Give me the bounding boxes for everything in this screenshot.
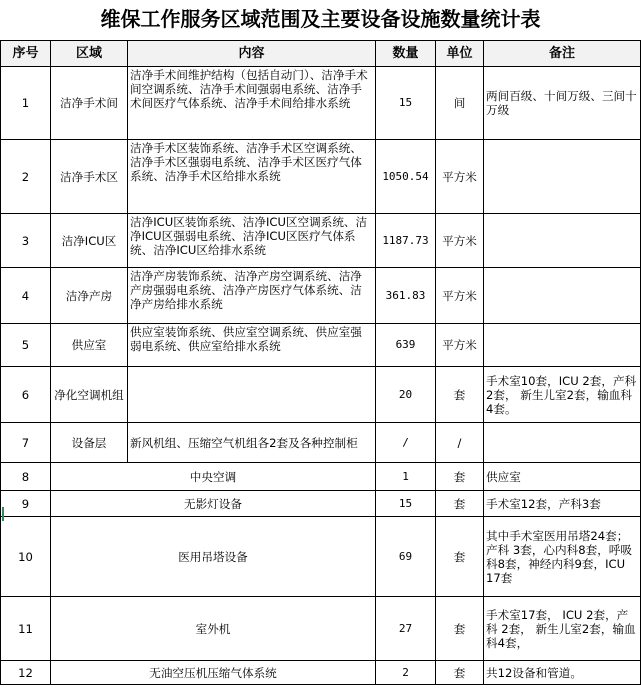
row-qty: 15: [376, 491, 436, 517]
header-unit: 单位: [436, 41, 484, 67]
row-unit: 平方米: [436, 214, 484, 268]
row-seq: 11: [1, 597, 51, 661]
header-content: 内容: [128, 41, 376, 67]
header-area: 区域: [51, 41, 128, 67]
table-row: [1, 214, 641, 268]
row-unit: 套: [436, 491, 484, 517]
row-marker: [2, 507, 4, 521]
row-note: 手术室17套， ICU 2套，产科 2套， 新生儿室2套，输血科4套，: [484, 597, 641, 661]
row-seq: 2: [1, 140, 51, 214]
table-row: [1, 67, 641, 140]
row-qty: 15: [376, 67, 436, 140]
row-area: 净化空调机组: [51, 367, 128, 423]
row-item: 室外机: [51, 597, 376, 661]
header-qty: 数量: [376, 41, 436, 67]
row-note: [484, 423, 641, 463]
row-area: 洁净产房: [51, 268, 128, 324]
row-qty: 27: [376, 597, 436, 661]
table-row: [1, 661, 641, 685]
row-unit: 套: [436, 597, 484, 661]
table-row: [1, 491, 641, 517]
row-area: 洁净手术区: [51, 140, 128, 214]
row-item: 医用吊塔设备: [51, 517, 376, 597]
row-area: 洁净手术间: [51, 67, 128, 140]
row-seq: 10: [1, 517, 51, 597]
row-item: 无油空压机压缩气体系统: [51, 661, 376, 685]
row-unit: 套: [436, 661, 484, 685]
header-seq: 序号: [1, 41, 51, 67]
header-row: [1, 41, 641, 67]
row-area: 供应室: [51, 324, 128, 367]
row-content: 洁净手术间维护结构（包括自动门）、洁净手术间空调系统、洁净手术间强弱电系统、洁净手术间医疗气体系统、洁净手术间给排水系统: [128, 67, 376, 140]
row-area: 洁净ICU区: [51, 214, 128, 268]
row-qty: 2: [376, 661, 436, 685]
row-area: 设备层: [51, 423, 128, 463]
row-note: 两间百级、十间万级、三间十万级: [484, 67, 641, 140]
row-qty: 361.83: [376, 268, 436, 324]
row-note: [484, 324, 641, 367]
row-unit: /: [436, 423, 484, 463]
row-qty: 1050.54: [376, 140, 436, 214]
row-seq: 4: [1, 268, 51, 324]
row-content: 供应室装饰系统、供应室空调系统、供应室强弱电系统、供应室给排水系统: [128, 324, 376, 367]
row-note: 手术室12套，产科3套: [484, 491, 641, 517]
row-unit: 间: [436, 67, 484, 140]
table-row: [1, 597, 641, 661]
row-seq: 9: [1, 491, 51, 517]
row-content: 洁净ICU区装饰系统、洁净ICU区空调系统、洁净ICU区强弱电系统、洁净ICU区医疗气体系统、洁净ICU区给排水系统: [128, 214, 376, 268]
row-seq: 1: [1, 67, 51, 140]
table-row: [1, 367, 641, 423]
table-row: [1, 517, 641, 597]
row-note: [484, 214, 641, 268]
table-row: [1, 423, 641, 463]
table-row: [1, 463, 641, 491]
page-title: 维保工作服务区域范围及主要设备设施数量统计表: [100, 7, 541, 31]
row-content: 洁净产房装饰系统、洁净产房空调系统、洁净产房强弱电系统、洁净产房医疗气体系统、洁净产房给排水系统: [128, 268, 376, 324]
row-content: 新风机组、压缩空气机组各2套及各种控制柜: [128, 423, 376, 463]
row-qty: 69: [376, 517, 436, 597]
row-item: 无影灯设备: [51, 491, 376, 517]
row-note: 其中手术室医用吊塔24套； 产科 3套，心内科8套，呼吸科8套，神经内科9套，ICU 17套: [484, 517, 641, 597]
row-note: 供应室: [484, 463, 641, 491]
row-qty: 20: [376, 367, 436, 423]
row-note: [484, 140, 641, 214]
row-unit: 平方米: [436, 140, 484, 214]
row-seq: 6: [1, 367, 51, 423]
row-unit: 平方米: [436, 324, 484, 367]
row-item: 中央空调: [51, 463, 376, 491]
row-qty: 639: [376, 324, 436, 367]
row-content: [128, 367, 376, 423]
row-qty: 1187.73: [376, 214, 436, 268]
row-unit: 平方米: [436, 268, 484, 324]
header-note: 备注: [484, 41, 641, 67]
row-unit: 套: [436, 367, 484, 423]
row-seq: 3: [1, 214, 51, 268]
row-note: 手术室10套，ICU 2套，产科 2套， 新生儿室2套，输血科4套。: [484, 367, 641, 423]
row-note: 共12设备和管道。: [484, 661, 641, 685]
row-seq: 5: [1, 324, 51, 367]
row-seq: 12: [1, 661, 51, 685]
row-note: [484, 268, 641, 324]
row-qty: 1: [376, 463, 436, 491]
equipment-table: [0, 40, 641, 685]
row-seq: 7: [1, 423, 51, 463]
row-unit: 套: [436, 517, 484, 597]
row-qty: /: [376, 423, 436, 463]
row-content: 洁净手术区装饰系统、洁净手术区空调系统、洁净手术区强弱电系统、洁净手术区医疗气体系统、洁净手术区给排水系统: [128, 140, 376, 214]
table-row: [1, 140, 641, 214]
table-row: [1, 268, 641, 324]
table-row: [1, 324, 641, 367]
row-unit: 套: [436, 463, 484, 491]
row-seq: 8: [1, 463, 51, 491]
